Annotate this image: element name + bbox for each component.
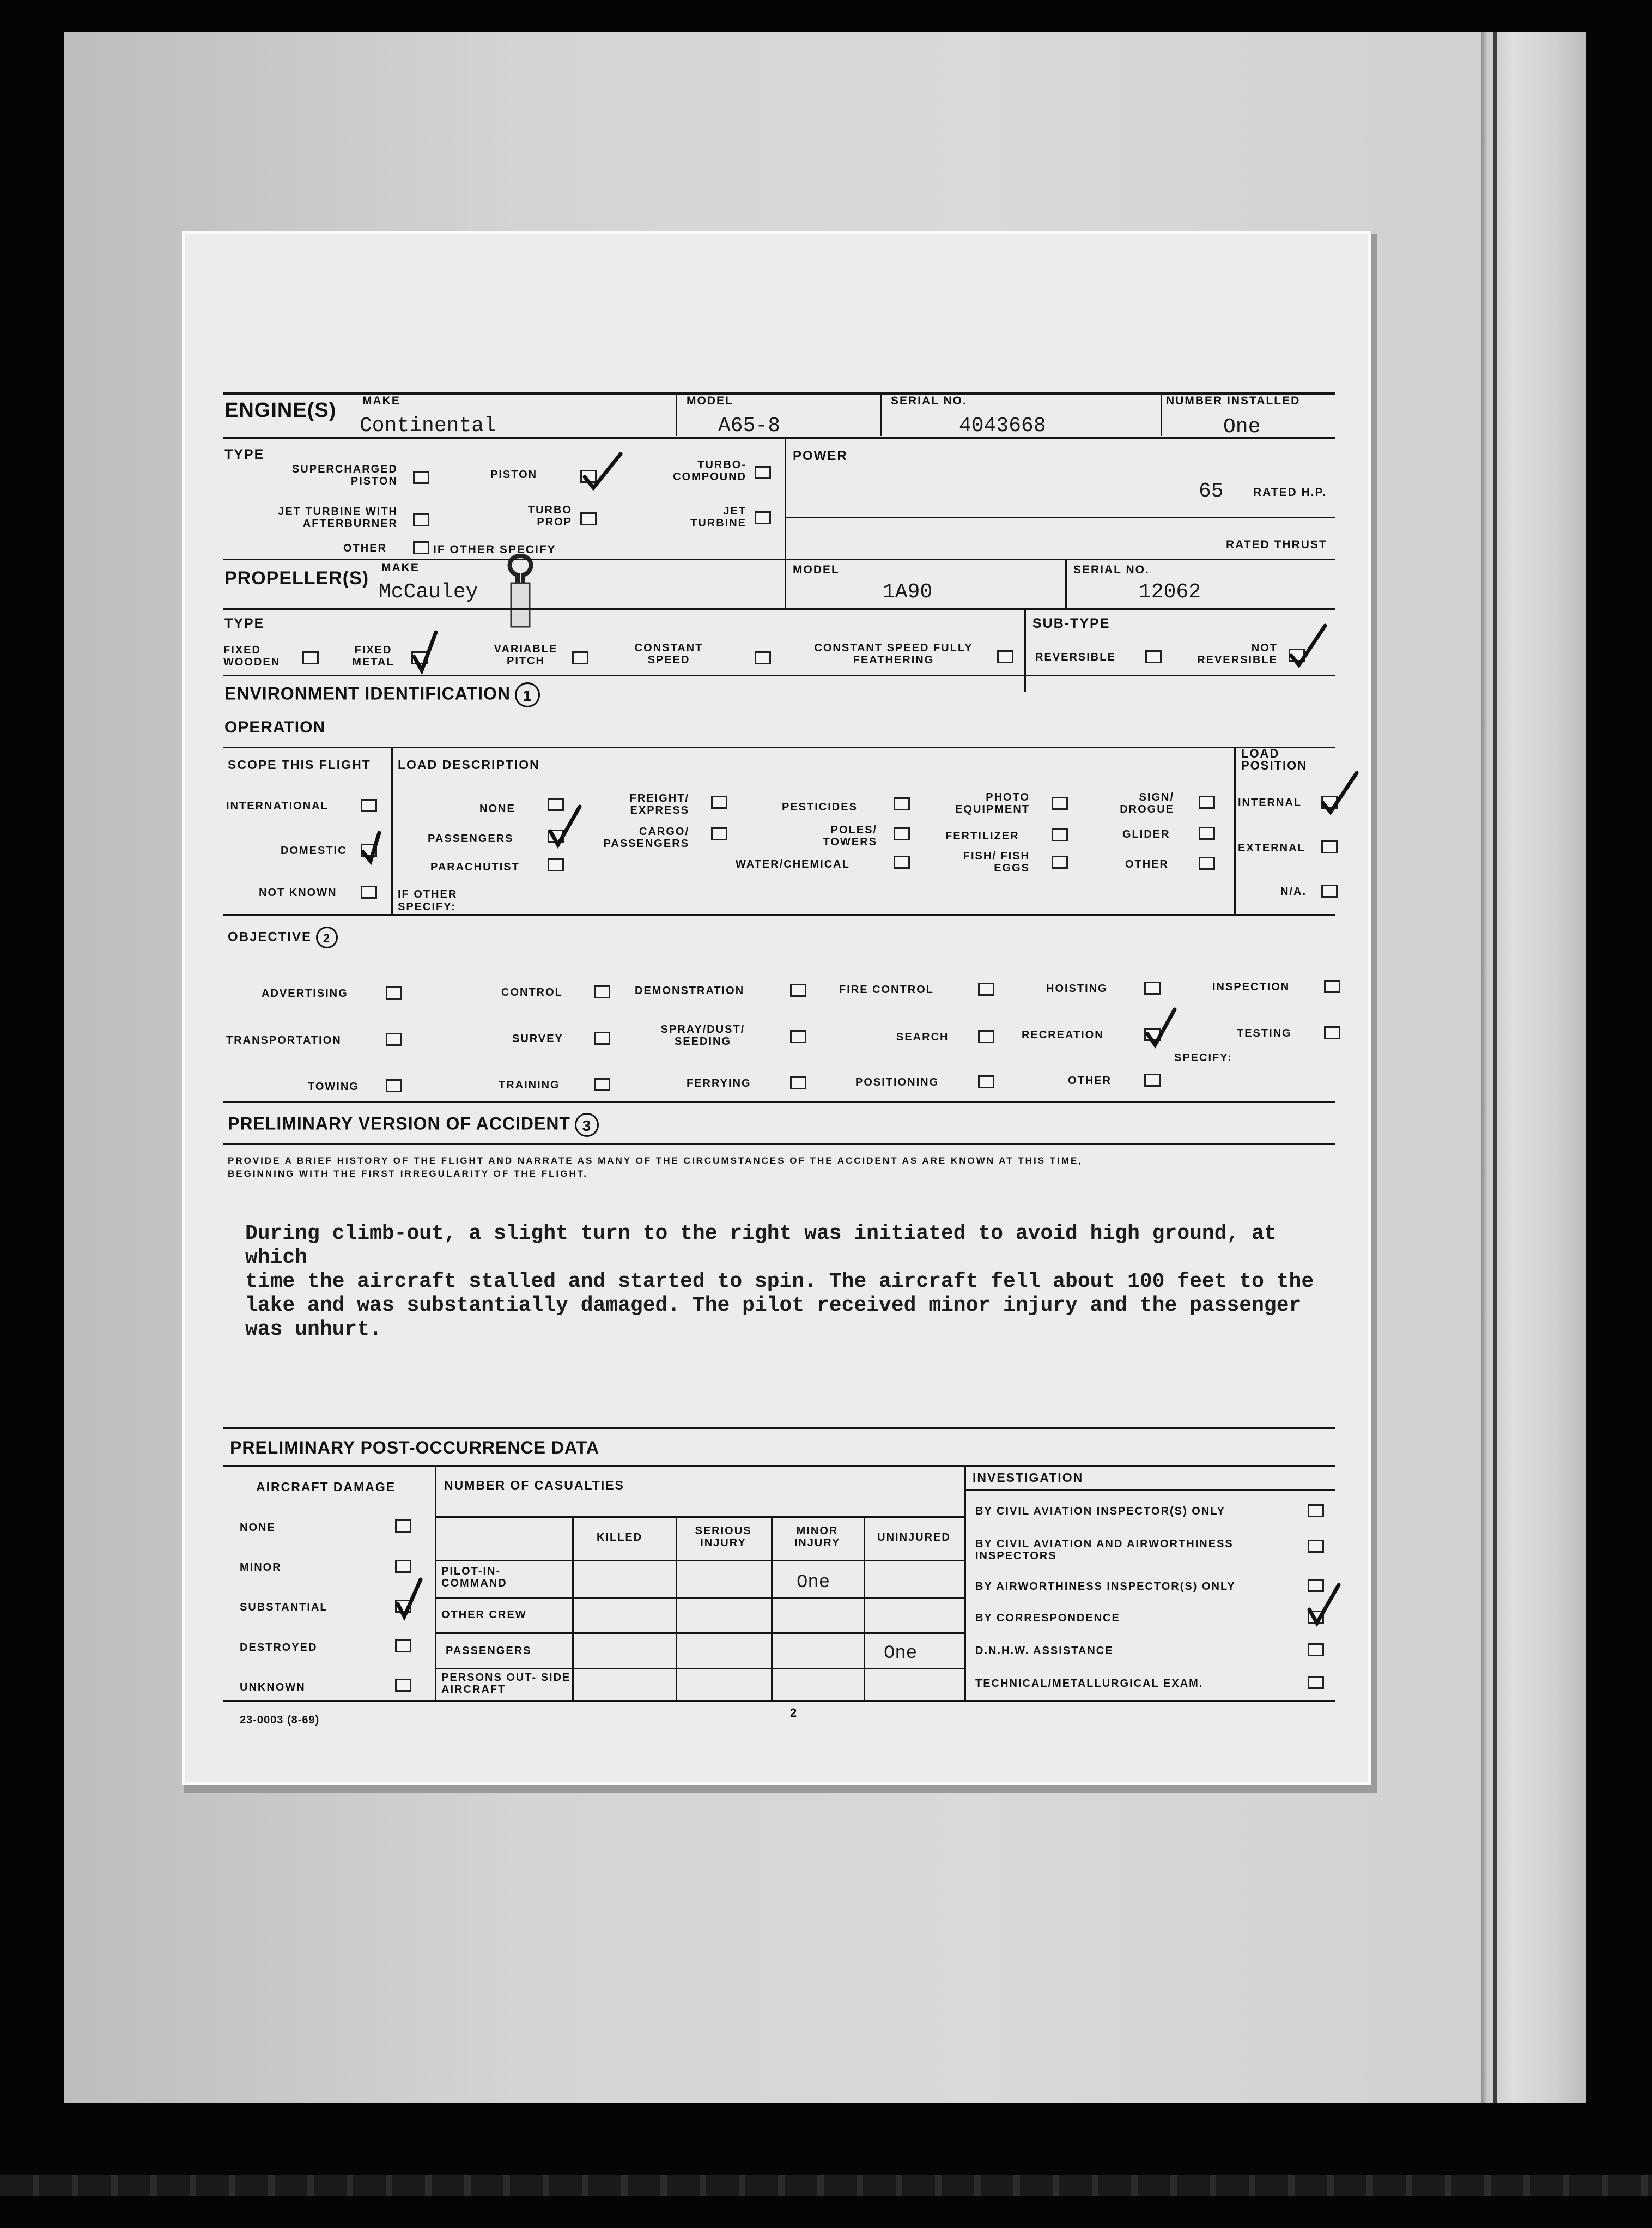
checkbox-spray[interactable] (790, 1030, 806, 1043)
engine-make-value: Continental (360, 414, 496, 438)
engine-type-label: TYPE (224, 447, 265, 462)
damage-unknown: UNKNOWN (240, 1681, 306, 1693)
objective-demonstration: DEMONSTRATION (635, 985, 745, 997)
checkbox-sign-drogue[interactable] (1199, 796, 1215, 809)
investigation-label: INVESTIGATION (973, 1470, 1084, 1485)
checkbox-cargo-passengers[interactable] (711, 827, 727, 840)
subtype-reversible: REVERSIBLE (1035, 651, 1116, 663)
narrative-line-4: was unhurt. (245, 1318, 382, 1341)
investigation-ca-only: BY CIVIL AVIATION INSPECTOR(S) ONLY (975, 1505, 1225, 1517)
checkbox-load-other[interactable] (1199, 857, 1215, 870)
check-mark-recreation-icon (1143, 1004, 1187, 1053)
investigation-airworthiness-only: BY AIRWORTHINESS INSPECTOR(S) ONLY (975, 1581, 1236, 1593)
casualties-label: NUMBER OF CASUALTIES (444, 1478, 624, 1492)
load-cargo-passengers: CARGO/ PASSENGERS (603, 826, 689, 850)
engine-type-jet-turbine: JET TURBINE (690, 505, 746, 529)
objective-spray: SPRAY/DUST/ SEEDING (660, 1024, 745, 1048)
page-number: 2 (790, 1706, 798, 1720)
load-pesticides: PESTICIDES (782, 801, 858, 813)
propeller-serial-label: SERIAL NO. (1073, 564, 1150, 576)
damage-minor: MINOR (240, 1561, 282, 1573)
checkbox-objective-other[interactable] (1144, 1074, 1161, 1087)
post-occurrence-title: PRELIMINARY POST-OCCURRENCE DATA (230, 1438, 599, 1457)
checkbox-demonstration[interactable] (790, 984, 806, 997)
accident-instructions-1: PROVIDE A BRIEF HISTORY OF THE FLIGHT AND NARRATE AS MANY OF THE CIRCUMSTANCES OF THE ACCIDENT AS ARE KNOWN AT THIS TIME, (228, 1155, 1083, 1166)
checkbox-technical[interactable] (1308, 1676, 1324, 1689)
engine-model-value: A65-8 (718, 414, 781, 438)
checkbox-supercharged-piston[interactable] (413, 471, 429, 484)
checkbox-inspection[interactable] (1324, 980, 1340, 993)
narrative-line-1: During climb-out, a slight turn to the right was initiated to avoid high ground, at which (245, 1222, 1277, 1269)
engine-type-supercharged: SUPERCHARGED PISTON (291, 463, 398, 487)
checkbox-constant-speed[interactable] (755, 651, 771, 664)
engine-serial-value: 4043668 (959, 414, 1046, 438)
position-external: EXTERNAL (1238, 842, 1305, 854)
checkbox-turbo-compound[interactable] (755, 466, 771, 479)
objective-other: OTHER (1068, 1075, 1112, 1087)
objective-recreation: RECREATION (1022, 1029, 1104, 1041)
checkbox-jet-afterburner[interactable] (413, 513, 429, 526)
engine-installed-value: One (1223, 415, 1261, 439)
check-mark-not-reversible-icon (1287, 620, 1331, 669)
power-label: POWER (793, 449, 848, 463)
checkbox-fire-control[interactable] (978, 983, 994, 996)
damage-substantial: SUBSTANTIAL (240, 1601, 328, 1613)
propeller-serial-value: 12062 (1139, 580, 1201, 604)
checkbox-survey[interactable] (594, 1032, 610, 1045)
engine-section-label: ENGINE(S) (224, 399, 337, 422)
cas-row-other-crew: OTHER CREW (441, 1609, 527, 1621)
objective-transportation: TRANSPORTATION (226, 1034, 342, 1046)
propeller-make-value: McCauley (379, 580, 478, 604)
objective-search: SEARCH (896, 1031, 949, 1043)
load-none: NONE (479, 803, 515, 815)
checkbox-photo-equipment[interactable] (1052, 797, 1068, 810)
prop-type-fully-feathering: CONSTANT SPEED FULLY FEATHERING (814, 642, 973, 666)
propeller-subtype-label: SUB-TYPE (1032, 616, 1110, 631)
load-parachutist: PARACHUTIST (430, 861, 520, 873)
checkbox-international[interactable] (361, 799, 377, 812)
load-water-chemical: WATER/CHEMICAL (736, 858, 850, 870)
checkbox-ca-only[interactable] (1308, 1504, 1324, 1517)
checkbox-freight[interactable] (711, 796, 727, 809)
rated-hp-label: RATED H.P. (1253, 486, 1327, 499)
prop-type-variable-pitch: VARIABLE PITCH (494, 643, 558, 667)
load-photo-equipment: PHOTO EQUIPMENT (955, 791, 1030, 815)
check-mark-substantial-icon (393, 1574, 437, 1623)
checkbox-towing[interactable] (386, 1079, 402, 1092)
load-poles-towers: POLES/ TOWERS (823, 824, 877, 848)
rail-edge (1493, 32, 1497, 2103)
checkbox-not-known[interactable] (361, 886, 377, 899)
cas-col-minor: MINOR INJURY (794, 1525, 841, 1549)
checkbox-external[interactable] (1321, 840, 1338, 853)
checkbox-control[interactable] (594, 985, 610, 998)
accident-report-form (185, 234, 1368, 1782)
objective-label: OBJECTIVE 2 (228, 927, 338, 948)
load-glider: GLIDER (1122, 828, 1170, 840)
operation-label: OPERATION (224, 718, 326, 736)
checkbox-hoisting[interactable] (1144, 982, 1161, 995)
checkbox-fertilizer[interactable] (1052, 828, 1068, 841)
engine-model-label: MODEL (687, 395, 733, 407)
checkbox-parachutist[interactable] (548, 858, 564, 871)
check-mark-passengers-icon (546, 801, 590, 850)
checkbox-turbo-prop[interactable] (580, 512, 597, 525)
objective-positioning: POSITIONING (855, 1076, 939, 1088)
paper-clip-icon (501, 550, 539, 632)
accident-instructions-2: BEGINNING WITH THE FIRST IRREGULARITY OF THE FLIGHT. (228, 1169, 588, 1179)
objective-towing: TOWING (308, 1081, 359, 1093)
engine-type-piston: PISTON (490, 469, 538, 481)
propeller-model-value: 1A90 (883, 580, 933, 604)
load-label: LOAD DESCRIPTION (398, 758, 540, 772)
objective-training: TRAINING (499, 1079, 560, 1091)
cas-col-uninjured: UNINJURED (877, 1531, 951, 1543)
damage-label: AIRCRAFT DAMAGE (256, 1480, 396, 1494)
subtype-not-reversible: NOT REVERSIBLE (1197, 642, 1278, 666)
check-mark-internal-icon (1319, 767, 1362, 816)
checkbox-fixed-wooden[interactable] (302, 651, 319, 664)
checkbox-search[interactable] (978, 1030, 994, 1043)
investigation-technical: TECHNICAL/METALLURGICAL EXAM. (975, 1678, 1204, 1690)
accident-title: PRELIMINARY VERSION OF ACCIDENT 3 (228, 1113, 599, 1137)
form-number: 23-0003 (8-69) (240, 1714, 320, 1726)
rated-thrust-label: RATED THRUST (1226, 538, 1327, 551)
accident-narrative (245, 1222, 1335, 1342)
environment-title: ENVIRONMENT IDENTIFICATION 1 (224, 682, 540, 707)
cas-col-serious: SERIOUS INJURY (695, 1525, 752, 1549)
position-na: N/A. (1280, 886, 1307, 898)
checkbox-reversible[interactable] (1145, 650, 1162, 663)
passenger-uninjured-value: One (884, 1643, 918, 1664)
investigation-dnhw: D.N.H.W. ASSISTANCE (975, 1645, 1114, 1657)
engine-type-turbo-compound: TURBO-COMPOUND (673, 459, 746, 483)
investigation-ca-airworthiness: BY CIVIL AVIATION AND AIRWORTHINESS INSPECTORS (975, 1538, 1234, 1562)
scope-not-known: NOT KNOWN (259, 887, 337, 899)
checkbox-variable-pitch[interactable] (572, 651, 588, 664)
checkbox-damage-minor[interactable] (395, 1560, 411, 1573)
prop-type-constant-speed: CONSTANT SPEED (634, 642, 703, 666)
checkbox-glider[interactable] (1199, 827, 1215, 840)
cas-col-killed: KILLED (597, 1531, 643, 1543)
checkbox-positioning[interactable] (978, 1075, 994, 1088)
checkbox-training[interactable] (594, 1078, 610, 1091)
engine-type-turbo-prop: TURBO PROP (527, 504, 572, 528)
pilot-minor-injury-value: One (797, 1572, 830, 1593)
checkbox-jet-turbine[interactable] (755, 511, 771, 524)
damage-none: NONE (240, 1522, 276, 1534)
objective-ferrying: FERRYING (687, 1077, 751, 1089)
check-mark-domestic-icon (359, 822, 402, 871)
checkbox-fish-eggs[interactable] (1052, 856, 1068, 869)
checkbox-transportation[interactable] (386, 1033, 402, 1046)
engine-type-jet-afterburner: JET TURBINE WITH AFTERBURNER (278, 506, 398, 530)
checkbox-fully-feathering[interactable] (997, 650, 1013, 663)
engine-type-other: OTHER (343, 542, 387, 554)
prop-type-fixed-wooden: FIXED WOODEN (223, 644, 281, 668)
load-other-specify: IF OTHER SPECIFY: (398, 888, 458, 913)
checkbox-dnhw[interactable] (1308, 1643, 1324, 1656)
propeller-section-label: PROPELLER(S) (224, 568, 369, 589)
engine-make-label: MAKE (362, 395, 400, 407)
checkbox-poles-towers[interactable] (894, 827, 910, 840)
position-internal: INTERNAL (1238, 797, 1302, 809)
check-mark-fixed-metal-icon (410, 627, 453, 676)
propeller-type-label: TYPE (224, 616, 265, 631)
engine-installed-label: NUMBER INSTALLED (1166, 395, 1301, 407)
objective-survey: SURVEY (512, 1033, 563, 1045)
scope-domestic: DOMESTIC (281, 845, 347, 857)
cas-row-persons-outside: PERSONS OUT- SIDE AIRCRAFT (441, 1672, 571, 1696)
objective-testing: TESTING (1237, 1027, 1292, 1039)
checkbox-damage-destroyed[interactable] (395, 1639, 411, 1652)
narrative-line-2: time the aircraft stalled and started to spin. The aircraft fell about 100 feet to the (245, 1270, 1314, 1293)
checkbox-damage-none[interactable] (395, 1519, 411, 1533)
objective-hoisting: HOISTING (1046, 983, 1108, 995)
checkbox-ca-airworthiness[interactable] (1308, 1540, 1324, 1553)
checkbox-ferrying[interactable] (790, 1076, 806, 1089)
film-strip (0, 2175, 1652, 2196)
checkbox-advertising[interactable] (386, 986, 402, 1000)
objective-fire-control: FIRE CONTROL (839, 984, 934, 996)
checkbox-na[interactable] (1321, 885, 1338, 898)
scope-label: SCOPE THIS FLIGHT (228, 758, 371, 772)
cas-row-pilot: PILOT-IN- COMMAND (441, 1565, 507, 1589)
engine-type-specify: IF OTHER SPECIFY (433, 543, 556, 556)
cas-row-passengers: PASSENGERS (446, 1645, 532, 1657)
engine-serial-label: SERIAL NO. (891, 395, 967, 407)
objective-inspection: INSPECTION (1212, 981, 1290, 993)
load-freight: FREIGHT/ EXPRESS (629, 792, 689, 816)
checkbox-damage-unknown[interactable] (395, 1679, 411, 1692)
load-position-label: LOAD POSITION (1241, 747, 1308, 772)
checkbox-water-chemical[interactable] (894, 856, 910, 869)
checkbox-testing[interactable] (1324, 1026, 1340, 1039)
load-other: OTHER (1125, 858, 1169, 870)
damage-destroyed: DESTROYED (240, 1642, 318, 1654)
checkbox-other-engine[interactable] (413, 541, 429, 554)
load-sign-drogue: SIGN/ DROGUE (1120, 791, 1174, 815)
load-passengers: PASSENGERS (428, 833, 514, 845)
prop-type-fixed-metal: FIXED METAL (352, 644, 394, 668)
propeller-make-label: MAKE (381, 561, 420, 574)
investigation-correspondence: BY CORRESPONDENCE (975, 1612, 1120, 1624)
check-mark-correspondence-icon (1305, 1579, 1349, 1628)
load-fertilizer: FERTILIZER (945, 830, 1019, 842)
scope-international: INTERNATIONAL (226, 800, 329, 812)
objective-specify: SPECIFY: (1174, 1052, 1232, 1064)
objective-control: CONTROL (501, 986, 563, 998)
check-mark-piston-icon (580, 450, 624, 499)
narrative-line-3: lake and was substantially damaged. The pilot received minor injury and the passenger (245, 1294, 1302, 1317)
rated-hp-value: 65 (1199, 480, 1224, 503)
objective-advertising: ADVERTISING (262, 988, 348, 1000)
checkbox-pesticides[interactable] (894, 797, 910, 810)
propeller-model-label: MODEL (793, 564, 840, 576)
load-fish-eggs: FISH/ FISH EGGS (963, 850, 1030, 874)
